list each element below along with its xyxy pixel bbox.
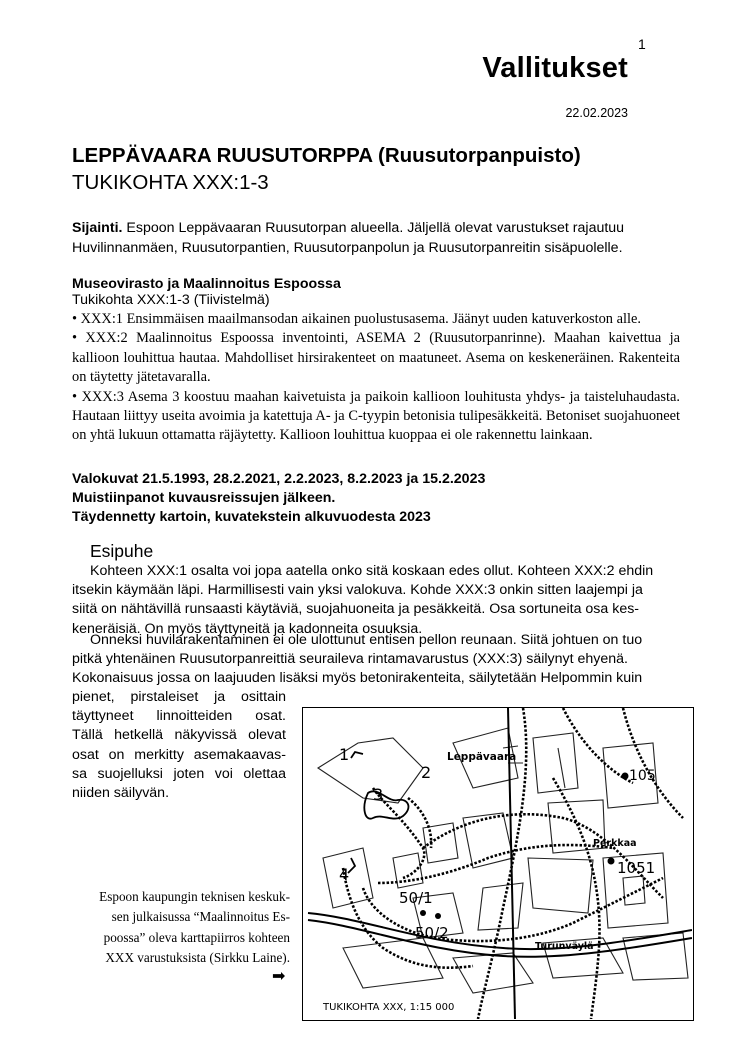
preface-wrap-text — [72, 688, 286, 803]
text-line: niiden säilyvän. — [72, 785, 170, 802]
sub-heading: TUKIKOHTA XXX:1-3 — [72, 171, 269, 194]
text-line: siitä on nähtävillä runsaasti käytäviä, suojahuoneita ja pesäkkeitä. Osa sortuneita osa kes- — [72, 601, 640, 618]
text-line: Onneksi huvilarakentaminen ei ole ulottunut entisen pellon reunaan. Siitä johtuen on tuo — [90, 632, 643, 648]
map-figure — [302, 707, 694, 1021]
map-label-leppavaara: Leppävaara — [447, 751, 517, 763]
map-caption — [62, 887, 290, 969]
caption-line: Espoon kaupungin teknisen keskuk- — [99, 889, 290, 904]
preface-paragraph-1 — [72, 562, 693, 639]
text-line: täyttyneet linnoitteiden osat. — [72, 708, 286, 725]
right-arrow-icon: ➡ — [272, 968, 286, 985]
map-label-4: 4 — [339, 865, 350, 884]
map-label-50-1: 50/1 — [399, 889, 433, 907]
preface-paragraph-2 — [72, 631, 693, 689]
main-heading: LEPPÄVAARA RUUSUTORPPA (Ruusutorpanpuisto) — [72, 144, 581, 167]
map-label-perkkaa: Perkkaa — [593, 838, 637, 849]
marker-50-2 — [435, 913, 441, 919]
text-line: pitkä yhtenäinen Ruusutorpanreittiä seuraileva rintamavarustus (XXX:3) säilynyt ehyenä. — [72, 651, 628, 668]
map-label-turunvayla: Turunväylä — [535, 941, 594, 952]
museum-item: • XXX:2 Maalinnoitus Espoossa inventointi, ASEMA 2 (Ruusutorpanrinne). Maahan kaivettua ja kallioon louhittua hautaa. Mahdolliset hirsirakenteet on maatuneet. Asema on keskeneräinen. Rakenteita on täytetty jätetavaralla. — [72, 330, 680, 386]
photo-note-line: Muistiinpanot kuvausreissujen jälkeen. — [72, 490, 336, 506]
text-line: Kohteen XXX:1 osalta voi jopa aatella onko sitä koskaan edes ollut. Kohteen XXX:2 ehdin — [90, 563, 654, 579]
text-line: sa suojelluksi joten voi olettaa — [72, 765, 286, 782]
map-label-3: 3 — [373, 785, 384, 804]
map-label-2: 2 — [421, 763, 432, 782]
caption-line: XXX varustuksista (Sirkku Laine). — [105, 950, 290, 966]
photo-note-line: Valokuvat 21.5.1993, 28.2.2021, 2.2.2023, 8.2.2023 ja 15.2.2023 — [72, 471, 486, 487]
photo-notes — [72, 470, 485, 527]
map-footer-label: TUKIKOHTA XXX, 1:15 000 — [323, 1002, 455, 1013]
museum-item: • XXX:1 Ensimmäisen maailmansodan aikainen puolustusasema. Jäänyt uuden katuverkoston alle. — [72, 311, 641, 327]
text-line: itsekin käymään läpi. Harmillisesti vain yksi valokuva. Kohde XXX:3 onkin sitten laajempi ja — [72, 582, 643, 599]
marker-50-1 — [420, 910, 426, 916]
museum-subheading: Tukikohta XXX:1-3 (Tiivistelmä) — [72, 292, 270, 308]
marker-1051 — [608, 858, 615, 865]
preface-heading: Esipuhe — [90, 541, 154, 561]
photo-note-line: Täydennetty kartoin, kuvatekstein alkuvuodesta 2023 — [72, 509, 431, 525]
document-title: Vallitukset — [482, 52, 628, 84]
museum-item-list — [72, 310, 680, 446]
page-number: 1 — [638, 36, 646, 52]
map-drawing — [303, 708, 692, 1019]
location-text: Espoon Leppävaaran Ruusutorpan alueella. Jäljellä olevat varustukset rajautuu Huvilinnanmäen, Ruusutorpantien, Ruusutorpanpolun ja Ruusutorpanreitin sisäpuolelle. — [72, 220, 625, 256]
museum-heading: Museovirasto ja Maalinnoitus Espoossa — [72, 276, 341, 292]
text-line: Kokonaisuus jossa on laajuuden lisäksi myös betonirakenteita, säilytetään Helpommin kuin — [72, 670, 643, 687]
museum-item: • XXX:3 Asema 3 koostuu maahan kaivetuista ja paikoin kallioon louhitusta yhdys- ja taisteluhaudasta. Hautaan liittyy useita avoimia ja katettuja A- ja C-tyypin betonisia tulipesäkkeitä. Betoniset suojahuoneet on yhtä lukuun ottamatta räjäytetty. Kallioon louhittua kuoppaa ei ole rakennettu lainkaan. — [72, 388, 680, 444]
text-line: keneräisiä. On myös täyttyneitä ja kadonneita osuuksia. — [72, 620, 423, 637]
marker-105 — [622, 773, 629, 780]
text-line: Tällä hetkellä näkyvissä olevat — [72, 727, 286, 744]
location-paragraph — [72, 218, 680, 258]
caption-line: poossa” oleva karttapiirros kohteen — [103, 929, 290, 945]
location-label: Sijainti. — [72, 220, 123, 236]
text-line: osat on merkitty asemakaavas- — [72, 746, 286, 763]
map-label-50-2: 50/2 — [415, 924, 449, 942]
map-label-105: 105 — [629, 768, 656, 784]
caption-line: sen julkaisussa “Maalinnoitus Es- — [111, 909, 290, 925]
map-label-1: 1 — [339, 745, 350, 764]
position-symbols — [348, 752, 408, 873]
text-line: pienet, pirstaleiset ja osittain — [72, 689, 286, 705]
document-date: 22.02.2023 — [565, 106, 628, 120]
map-label-1051: 1051 — [617, 859, 656, 877]
